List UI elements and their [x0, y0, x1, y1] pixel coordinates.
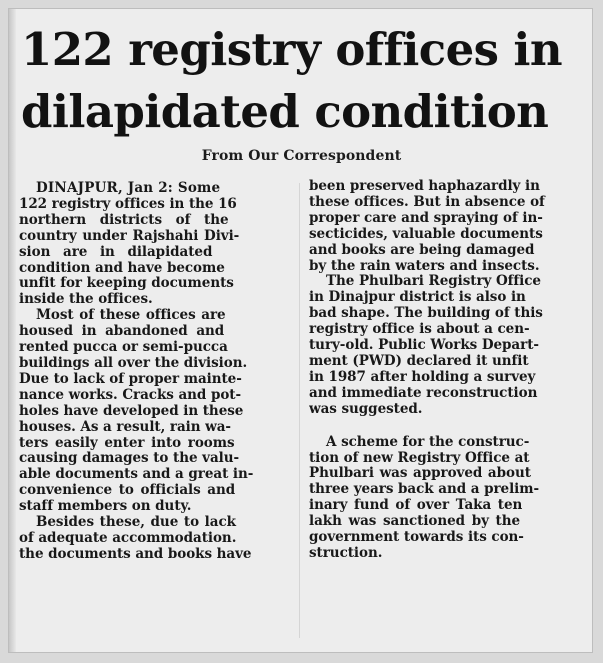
left-column-line: housed in abandoned and [19, 324, 225, 340]
column-divider [299, 183, 300, 638]
left-column-line: condition and have become [19, 260, 225, 276]
right-column-line: tion of new Registry Office at [309, 450, 530, 466]
left-column-line: of adequate accommodation. [19, 530, 237, 546]
right-column-line: lakh was sanctioned by the [309, 514, 521, 530]
right-column-line: struction. [309, 545, 383, 561]
headline-line-1: 122 registry offices in [21, 23, 563, 76]
right-column-line: A scheme for the construc- [326, 434, 530, 450]
left-column-line: Most of these offices are [36, 308, 226, 324]
left-column-line: causing damages to the valu- [19, 451, 240, 467]
right-column-line: and immediate reconstruction [309, 385, 538, 401]
right-column-line: by the rain waters and insects. [309, 258, 540, 274]
right-column-line: The Phulbari Registry Office [326, 274, 541, 290]
right-column-line: bad shape. The building of this [309, 306, 543, 322]
left-column [19, 181, 291, 563]
left-column-line: country under Rajshahi Divi- [19, 228, 240, 244]
right-column-line: in Dinajpur district is also in [309, 290, 526, 306]
right-column-line: been preserved haphazardly in [309, 179, 540, 194]
right-column-line: proper care and spraying of in- [309, 210, 543, 226]
left-column-line: unfit for keeping documents [19, 276, 234, 292]
paragraph-gap [309, 418, 581, 435]
right-column-line: registry office is about a cen- [309, 322, 530, 338]
left-column-line: buildings all over the division. [19, 355, 248, 371]
right-column-line: government towards its con- [309, 530, 524, 546]
left-column-line: inside the offices. [19, 292, 153, 308]
left-column-line: staff members on duty. [19, 499, 192, 515]
left-column-line: houses. As a result, rain wa- [19, 419, 231, 435]
left-column-line: convenience to officials and [19, 483, 236, 499]
left-column-line: sion are in dilapidated [19, 244, 213, 260]
left-column-line: DINAJPUR, Jan 2: Some [36, 181, 221, 196]
left-column-line: able documents and a great in- [19, 467, 254, 483]
newspaper-clipping [8, 8, 593, 653]
left-column-line: the documents and books have [19, 546, 252, 562]
right-column-line: inary fund of over Taka ten [309, 498, 523, 514]
right-column-line: was suggested. [309, 401, 423, 417]
article-headline [21, 19, 591, 143]
left-column-line: Due to lack of proper mainte- [19, 371, 242, 387]
right-column-line: in 1987 after holding a survey [309, 369, 536, 385]
headline-line-2: dilapidated condition [21, 85, 549, 138]
scan-shadow-edge [9, 9, 16, 652]
right-column-line: Phulbari was approved about [309, 466, 531, 482]
right-column [309, 179, 581, 562]
right-column-line: and books are being damaged [309, 242, 535, 258]
left-column-line: 122 registry offices in the 16 [19, 196, 237, 212]
left-column-line: ters easily enter into rooms [19, 435, 235, 451]
left-column-line: rented pucca or semi-pucca [19, 340, 228, 356]
left-column-line: northern districts of the [19, 212, 229, 228]
right-column-line: tury-old. Public Works Depart- [309, 338, 539, 354]
right-column-line: three years back and a prelim- [309, 482, 540, 498]
right-column-line: ment (PWD) declared it unfit [309, 353, 529, 369]
right-column-line: secticides, valuable documents [309, 226, 543, 242]
left-column-line: nance works. Cracks and pot- [19, 387, 242, 403]
article-byline: From Our Correspondent [201, 148, 402, 164]
left-column-line: Besides these, due to lack [36, 515, 236, 531]
left-column-line: holes have developed in these [19, 403, 244, 419]
right-column-line: these offices. But in absence of [309, 194, 545, 210]
